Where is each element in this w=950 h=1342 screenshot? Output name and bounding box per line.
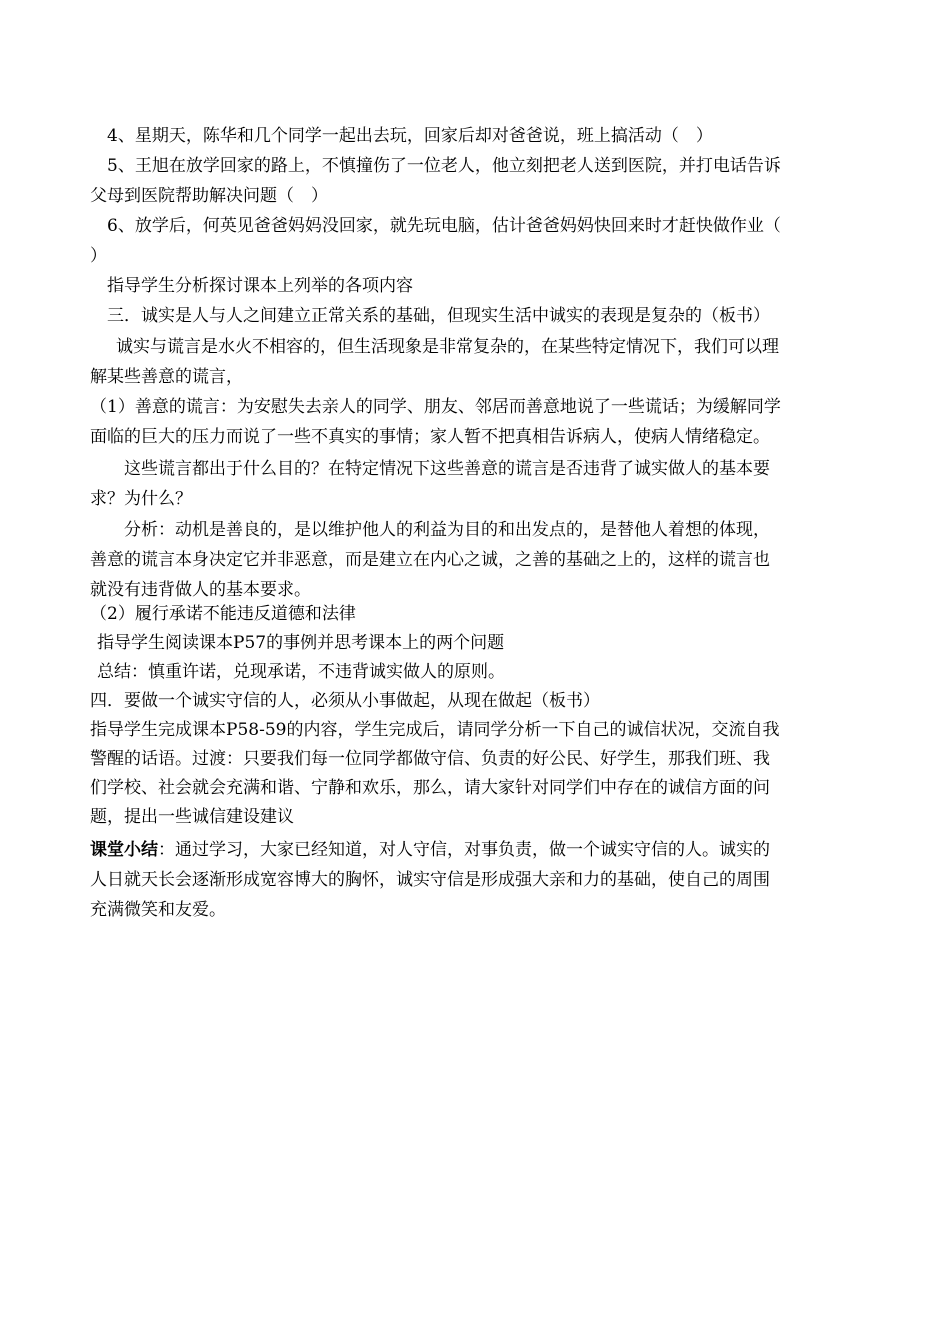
class-summary-line-1 — [90, 840, 865, 860]
analysis-line-3: 就没有违背做人的基本要求。 — [90, 580, 311, 600]
class-summary-text: ：通过学习，大家已经知道，对人守信，对事负责，做一个诚实守信的人。诚实的 — [158, 840, 770, 860]
paragraph-honesty-line-2: 解某些善意的谎言， — [90, 367, 243, 387]
question-line-2: 求？为什么？ — [90, 489, 192, 509]
guide-reading-line: 指导学生阅读课本P57的事例并思考课本上的两个问题 — [97, 633, 505, 653]
instruction-line-3: 们学校、社会就会充满和谐、宁静和欢乐，那么，请大家针对同学们中存在的诚信方面的问 — [90, 778, 770, 798]
question-line-1: 这些谎言都出于什么目的？在特定情况下这些善意的谎言是否违背了诚实做人的基本要 — [124, 459, 770, 479]
instruction-line-1: 指导学生完成课本P58-59的内容，学生完成后，请同学分析一下自己的诚信状况，交流自我 — [90, 720, 780, 740]
item-6-line-2: ） — [90, 246, 107, 266]
paragraph-honesty-line-1: 诚实与谎言是水火不相容的，但生活现象是非常复杂的，在某些特定情况下，我们可以理 — [116, 337, 779, 357]
point-1-line-1: （1）善意的谎言：为安慰失去亲人的同学、朋友、邻居而善意地说了一些谎话；为缓解同学 — [90, 397, 781, 417]
class-summary-line-2: 人日就天长会逐渐形成宽容博大的胸怀，诚实守信是形成强大亲和力的基础，使自己的周围 — [90, 870, 770, 890]
conclusion-line: 总结：慎重许诺，兑现承诺，不违背诚实做人的原则。 — [97, 662, 505, 682]
section-four-heading: 四．要做一个诚实守信的人，必须从小事做起，从现在做起（板书） — [90, 691, 600, 711]
point-2-line: （2）履行承诺不能违反道德和法律 — [90, 604, 356, 624]
item-4-line: 4、星期天，陈华和几个同学一起出去玩，回家后却对爸爸说，班上搞活动（ ） — [107, 126, 713, 146]
class-summary-line-3: 充满微笑和友爱。 — [90, 900, 226, 920]
item-6-line-1: 6、放学后，何英见爸爸妈妈没回家，就先玩电脑，估计爸爸妈妈快回来时才赶快做作业（ — [107, 216, 781, 236]
analysis-line-1: 分析：动机是善良的，是以维护他人的利益为目的和出发点的，是替他人着想的体现， — [124, 520, 770, 540]
instruction-line-4: 题，提出一些诚信建设建议 — [90, 807, 294, 827]
item-5-line-1: 5、王旭在放学回家的路上，不慎撞伤了一位老人，他立刻把老人送到医院，并打电话告诉 — [107, 156, 781, 176]
class-summary-label: 课堂小结 — [90, 840, 158, 860]
section-three-heading: 三．诚实是人与人之间建立正常关系的基础，但现实生活中诚实的表现是复杂的（板书） — [107, 306, 770, 326]
instruction-line-2: 警醒的话语。过渡：只要我们每一位同学都做守信、负责的好公民、好学生，那我们班、我 — [90, 749, 770, 769]
point-1-line-2: 面临的巨大的压力而说了一些不真实的事情；家人暂不把真相告诉病人，使病人情绪稳定。 — [90, 427, 770, 447]
guide-analysis-line: 指导学生分析探讨课本上列举的各项内容 — [107, 276, 413, 296]
analysis-line-2: 善意的谎言本身决定它并非恶意，而是建立在内心之诚，之善的基础之上的，这样的谎言也 — [90, 550, 770, 570]
item-5-line-2: 父母到医院帮助解决问题（ ） — [90, 186, 328, 206]
